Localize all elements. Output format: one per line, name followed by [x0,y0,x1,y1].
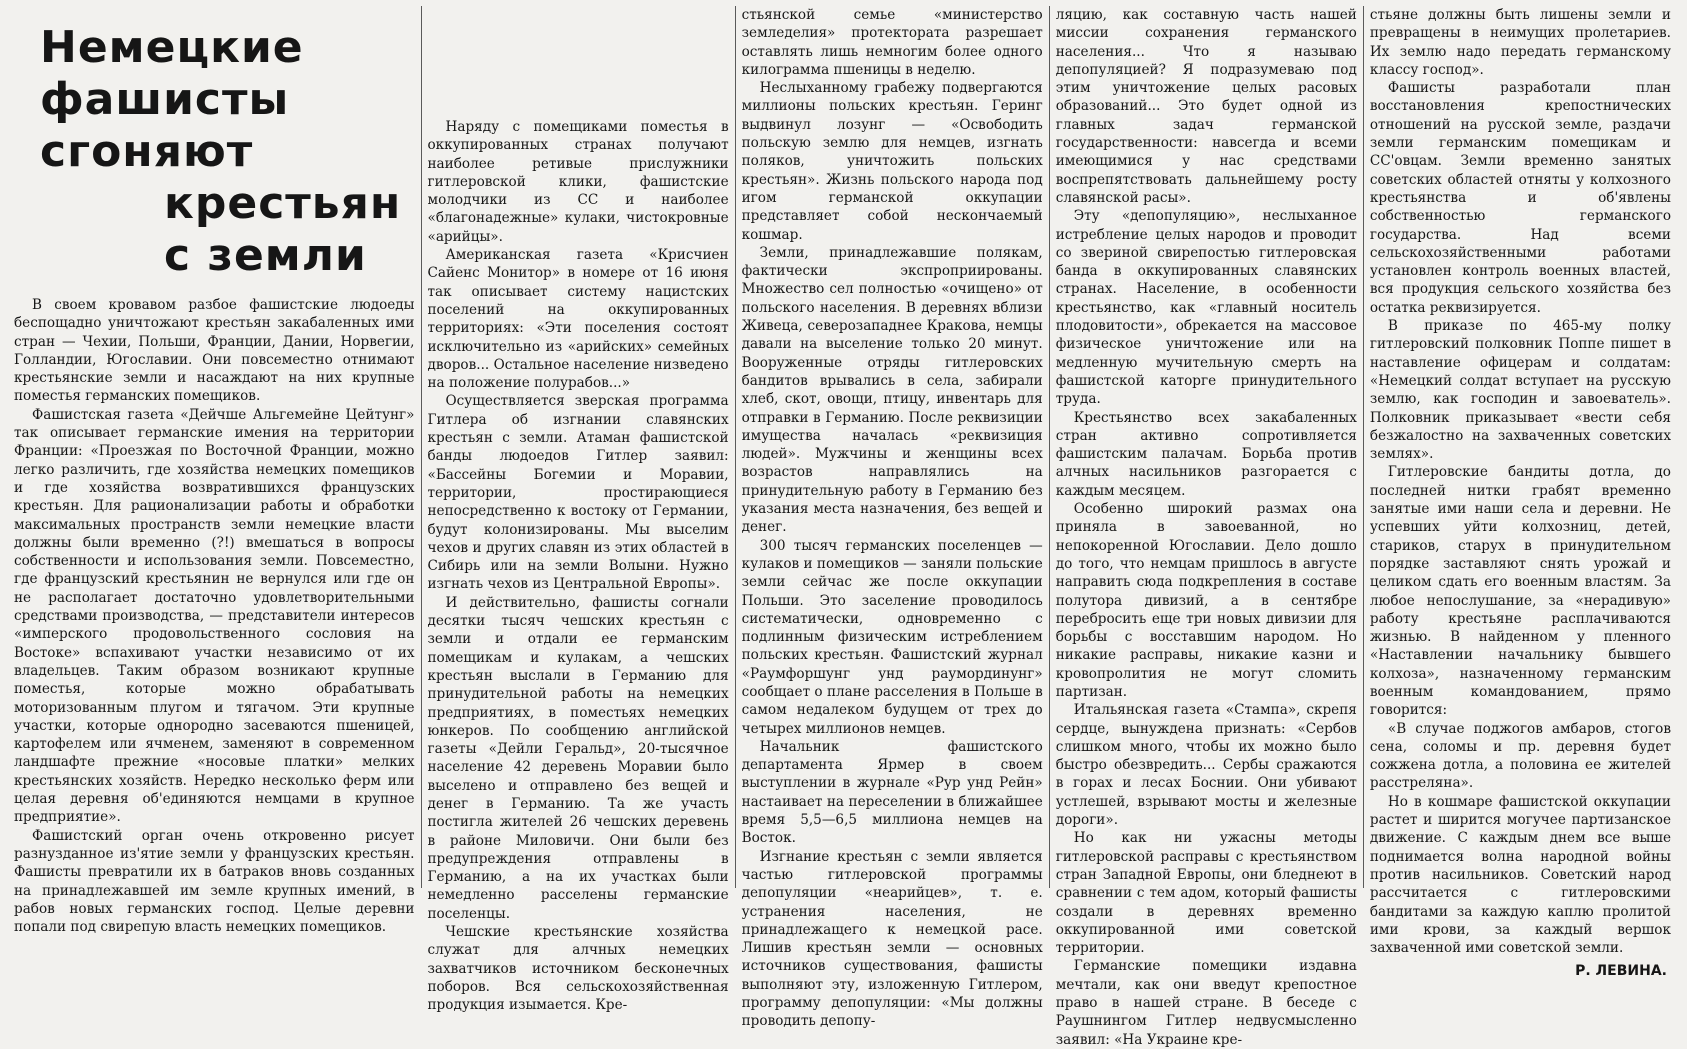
headline-line-2: крестьян с земли [164,178,402,281]
paragraph: Земли, принадлежавшие полякам, фактически экспроприированы. Множество сел полностью «очищено» от польского населения. В деревнях вблизи Живеца, северозападнее Кракова, немцы давали на выселение только 20 минут. Вооруженные отряды гитлеровских бандитов врывались в села, забирали хлеб, скот, овощи, птицу, инвентарь для отправки в Германию. После реквизиции имущества началась «реквизиция людей». Мужчины и женщины всех возрастов направлялись на принудительную работу в Германию без указания места назначения, без вещей и денег. [741,244,1043,536]
article-headline [14,22,415,282]
paragraph: Осуществляется зверская программа Гитлера об изгнании славянских крестьян с земли. Атаман фашистской банды людоедов Гитлер заявил: «Бассейны Богемии и Моравии, территории, простирающиеся непосредственно к востоку от Германии, будут колонизированы. Мы выселим чехов и других славян из этих областей в Сибирь или на земли Волыни. Нужно изгнать чехов из Центральной Европы». [427,393,729,593]
paragraph: В приказе по 465-му полку гитлеровский полковник Поппе пишет в наставление офицерам и солдатам: «Немецкий солдат вступает на русскую землю, как господин и завоеватель». Полковник приказывает «вести себя безжалостно на захваченных советских землях». [1369,318,1671,463]
paragraph: Германские помещики издавна мечтали, как они введут крепостное право в нашей стране. В беседе с Раушнингом Гитлер недвусмысленно заявил: «На Украине кре- [1055,958,1357,1048]
column-1 [14,6,421,936]
paragraph: И действительно, фашисты согнали десятки тысяч чешских крестьян с земли и отдали ее германским помещикам и кулакам, а чешских крестьян выслали в Германию для принудительной работы на немецких предприятиях, в поместьях немецких юнкеров. По сообщению английской газеты «Дейли Геральд», 20-тысячное население 42 деревень Моравии было выселено и отправлено без вещей и денег в Германию. Та же участь постигла жителей 26 чешских деревень в районе Миловичи. Они были без предупреждения отправлены в Германию, а на их участках были немедленно расселены германские поселенцы. [427,594,729,922]
paragraph: Крестьянство всех закабаленных стран активно сопротивляется фашистским палачам. Борьба против алчных насильников разгорается с каждым месяцем. [1055,409,1357,499]
paragraph: Эту «депопуляцию», неслыханное истребление целых народов и проводит со звериной свирепостью гитлеровская банда в оккупированных славянских странах. Население, в особенности крестьянство, как «главный носитель плодовитости», обрекается на массовое физическое уничтожение или на медленную мучительную смерть на фашистской каторге принудительного труда. [1055,208,1357,408]
column-5 [1363,6,1677,980]
paragraph: В своем кровавом разбое фашистские людоеды беспощадно уничтожают крестьян закабаленных ими стран — Чехии, Польши, Франции, Дании, Норвегии, Голландии, Югославии. Они повсеместно отнимают крестьянские земли и насаждают на них крупные поместья германских помещиков. [14,297,415,405]
article-columns [14,6,1677,1048]
paragraph: Чешские крестьянские хозяйства служат для алчных немецких захватчиков источником бесконечных поборов. Вся сельскохозяйственная продукция изымается. Кре- [427,924,729,1014]
paragraph: Начальник фашистского департамента Ярмер в своем выступлении в журнале «Рур унд Рейн» настаивает на переселении в ближайшее время 5,5—6,5 миллиона немцев на Восток. [741,738,1043,847]
paragraph: Итальянская газета «Стампа», скрепя сердце, вынуждена признать: «Сербов слишком много, чтобы их можно было быстро обезвредить... Сербы сражаются в горах и лесах Боснии. Они убивают устлешей, взрывают мосты и железные дороги». [1055,702,1357,829]
paragraph: Фашисты разработали план восстановления крепостнических отношений на русской земле, раздачи земли германским помещикам и СС'овцам. Земли временно занятых советских областей отняты у колхозного крестьянства и об'явлены собственностью германского государства. Над всеми сельскохозяйственными работами установлен контроль военных властей, вся продукция сельского хозяйства без остатка реквизируется. [1369,80,1671,316]
paragraph: Американская газета «Крисчиен Сайенс Монитор» в номере от 16 июня так описывает систему нацистских поселений на оккупированных территориях: «Эти поселения состоят исключительно из «арийских» семейных дворов... Остальное население низведено на положение полурабов...» [427,247,729,392]
paragraph: Неслыханному грабежу подвергаются миллионы польских крестьян. Геринг выдвинул лозунг — «Освободить польскую землю для немцев, изгнать поляков, уничтожить польских крестьян». Жизнь польского народа под игом германской оккупации представляет собой нескончаемый кошмар. [741,80,1043,243]
paragraph: 300 тысяч германских поселенцев — кулаков и помещиков — заняли польские земли сейчас же после оккупации Польши. Это заселение проводилось систематически, одновременно с подлинным физическим истреблением польских крестьян. Фашистский журнал «Раумфоршунг унд раумординунг» сообщает о плане расселения в Польше в самом недалеком будущем от трех до четырех миллионов немцев. [741,537,1043,737]
column-2 [421,6,735,1014]
paragraph: Наряду с помещиками поместья в оккупированных странах получают наиболее ретивые прислужники гитлеровской клики, фашистские молодчики из СС и наиболее «благонадежные» кулаки, чистокровные «арийцы». [427,119,729,245]
column-3 [735,6,1049,1030]
paragraph: Фашистская газета «Дейчше Альгемейне Цейтунг» так описывает германские имения на территории Франции: «Проезжая по Восточной Франции, можно легко различить, где хозяйства немецких помещиков и где хозяйства возвратившихся французских крестьян. Для рационализации работы и обработки максимальных пространств земли немецкие власти должны были временно (?!) вмешаться в вопросы собственности и использования земли. Повсеместно, где французский крестьянин не вернулся или где он не располагает достаточно удовлетворительными средствами производства, — представители интересов «имперского продовольственного сословия на Востоке» вспахивают участки независимо от их владельцев. Таким образом возникают крупные поместья, которые можно обрабатывать моторизованным плугом и тягачом. Эти крупные участки, которые однородно засеваются пшеницей, картофелем или ячменем, заменяют в современном ландшафте прежние «носовые платки» мелких крестьянских хозяйств. Нередко несколько ферм или целая деревня об'единяются немцами в крупное предприятие». [14,406,415,826]
paragraph: Гитлеровские бандиты дотла, до последней нитки грабят временно занятые ими наши села и деревни. Не успевших уйти колхозниц, детей, стариков, старух в принудительном порядке заставляют снять урожай и целиком сдать его военным властям. За любое непослушание, за «нерадивую» работу крестьяне расплачиваются жизнью. В найденном у пленного «Наставлении начальнику бывшего колхоза», назначенному германским военным командованием, прямо говорится: [1369,464,1671,719]
paragraph: Особенно широкий размах она приняла в завоеванной, но непокоренной Югославии. Дело дошло до того, что немцам пришлось в августе направить сюда подкрепления в составе полутора дивизий, а в сентябре перебросить еще три новых дивизии для борьбы с восставшим народом. Но никакие расправы, никакие казни и кровопролития не могут сломить партизан. [1055,501,1357,700]
paragraph-continued: стьяне должны быть лишены земли и превращены в неимущих пролетариев. Их землю надо передать германскому классу господ». [1369,7,1671,78]
paragraph: Но как ни ужасны методы гитлеровской расправы с крестьянством стран Западной Европы, они бледнеют в сравнении с тем адом, который фашисты создали в деревнях временно оккупированной ими советской территории. [1055,830,1357,957]
paragraph: «В случае поджогов амбаров, стогов сена, соломы и пр. деревня будет сожжена дотла, а половина ее жителей расстреляна». [1369,720,1671,792]
headline-line-1: Немецкие фашисты сгоняют [40,22,304,177]
column-4 [1049,6,1363,1048]
author-byline: Р. ЛЕВИНА. [1575,963,1667,980]
paragraph: Но в кошмаре фашистской оккупации растет и ширится могучее партизанское движение. С каждым днем все выше поднимается волна народной войны против насильников. Советский народ рассчитается с гитлеровскими бандитами за каждую каплю пролитой ими крови, за каждый вершок захваченной ими советской земли. [1369,793,1671,957]
paragraph-continued: стьянской семье «министерство земледелия» протектората разрешает оставлять лишь немногим более одного килограмма пшеницы в неделю. [741,7,1043,78]
paragraph: Изгнание крестьян с земли является частью гитлеровской программы депопуляции «неарийцев», т. е. устранения населения, не принадлежащего к немецкой расе. Лишив крестьян земли — основных источников существования, фашисты выполняют эту, изложенную Гитлером, программу депопуляции: «Мы должны проводить депопу- [741,848,1043,1030]
paragraph: Фашистский орган очень откровенно рисует разнузданное из'ятие земли у французских крестьян. Фашисты превратили их в батраков вновь созданных на принадлежавшей им земле крупных имений, в рабов новых германских господ. Целые деревни попали под свирепую власть немецких помещиков. [14,827,415,936]
paragraph-continued: ляцию, как составную часть нашей миссии сохранения германского населения... Что я называю депопуляцией? Я подразумеваю под этим уничтожение целых расовых образований... Это будет одной из главных задач германской государственности: навсегда и всеми имеющимися у нас средствами воспрепятствовать дальнейшему росту славянской расы». [1055,7,1357,206]
